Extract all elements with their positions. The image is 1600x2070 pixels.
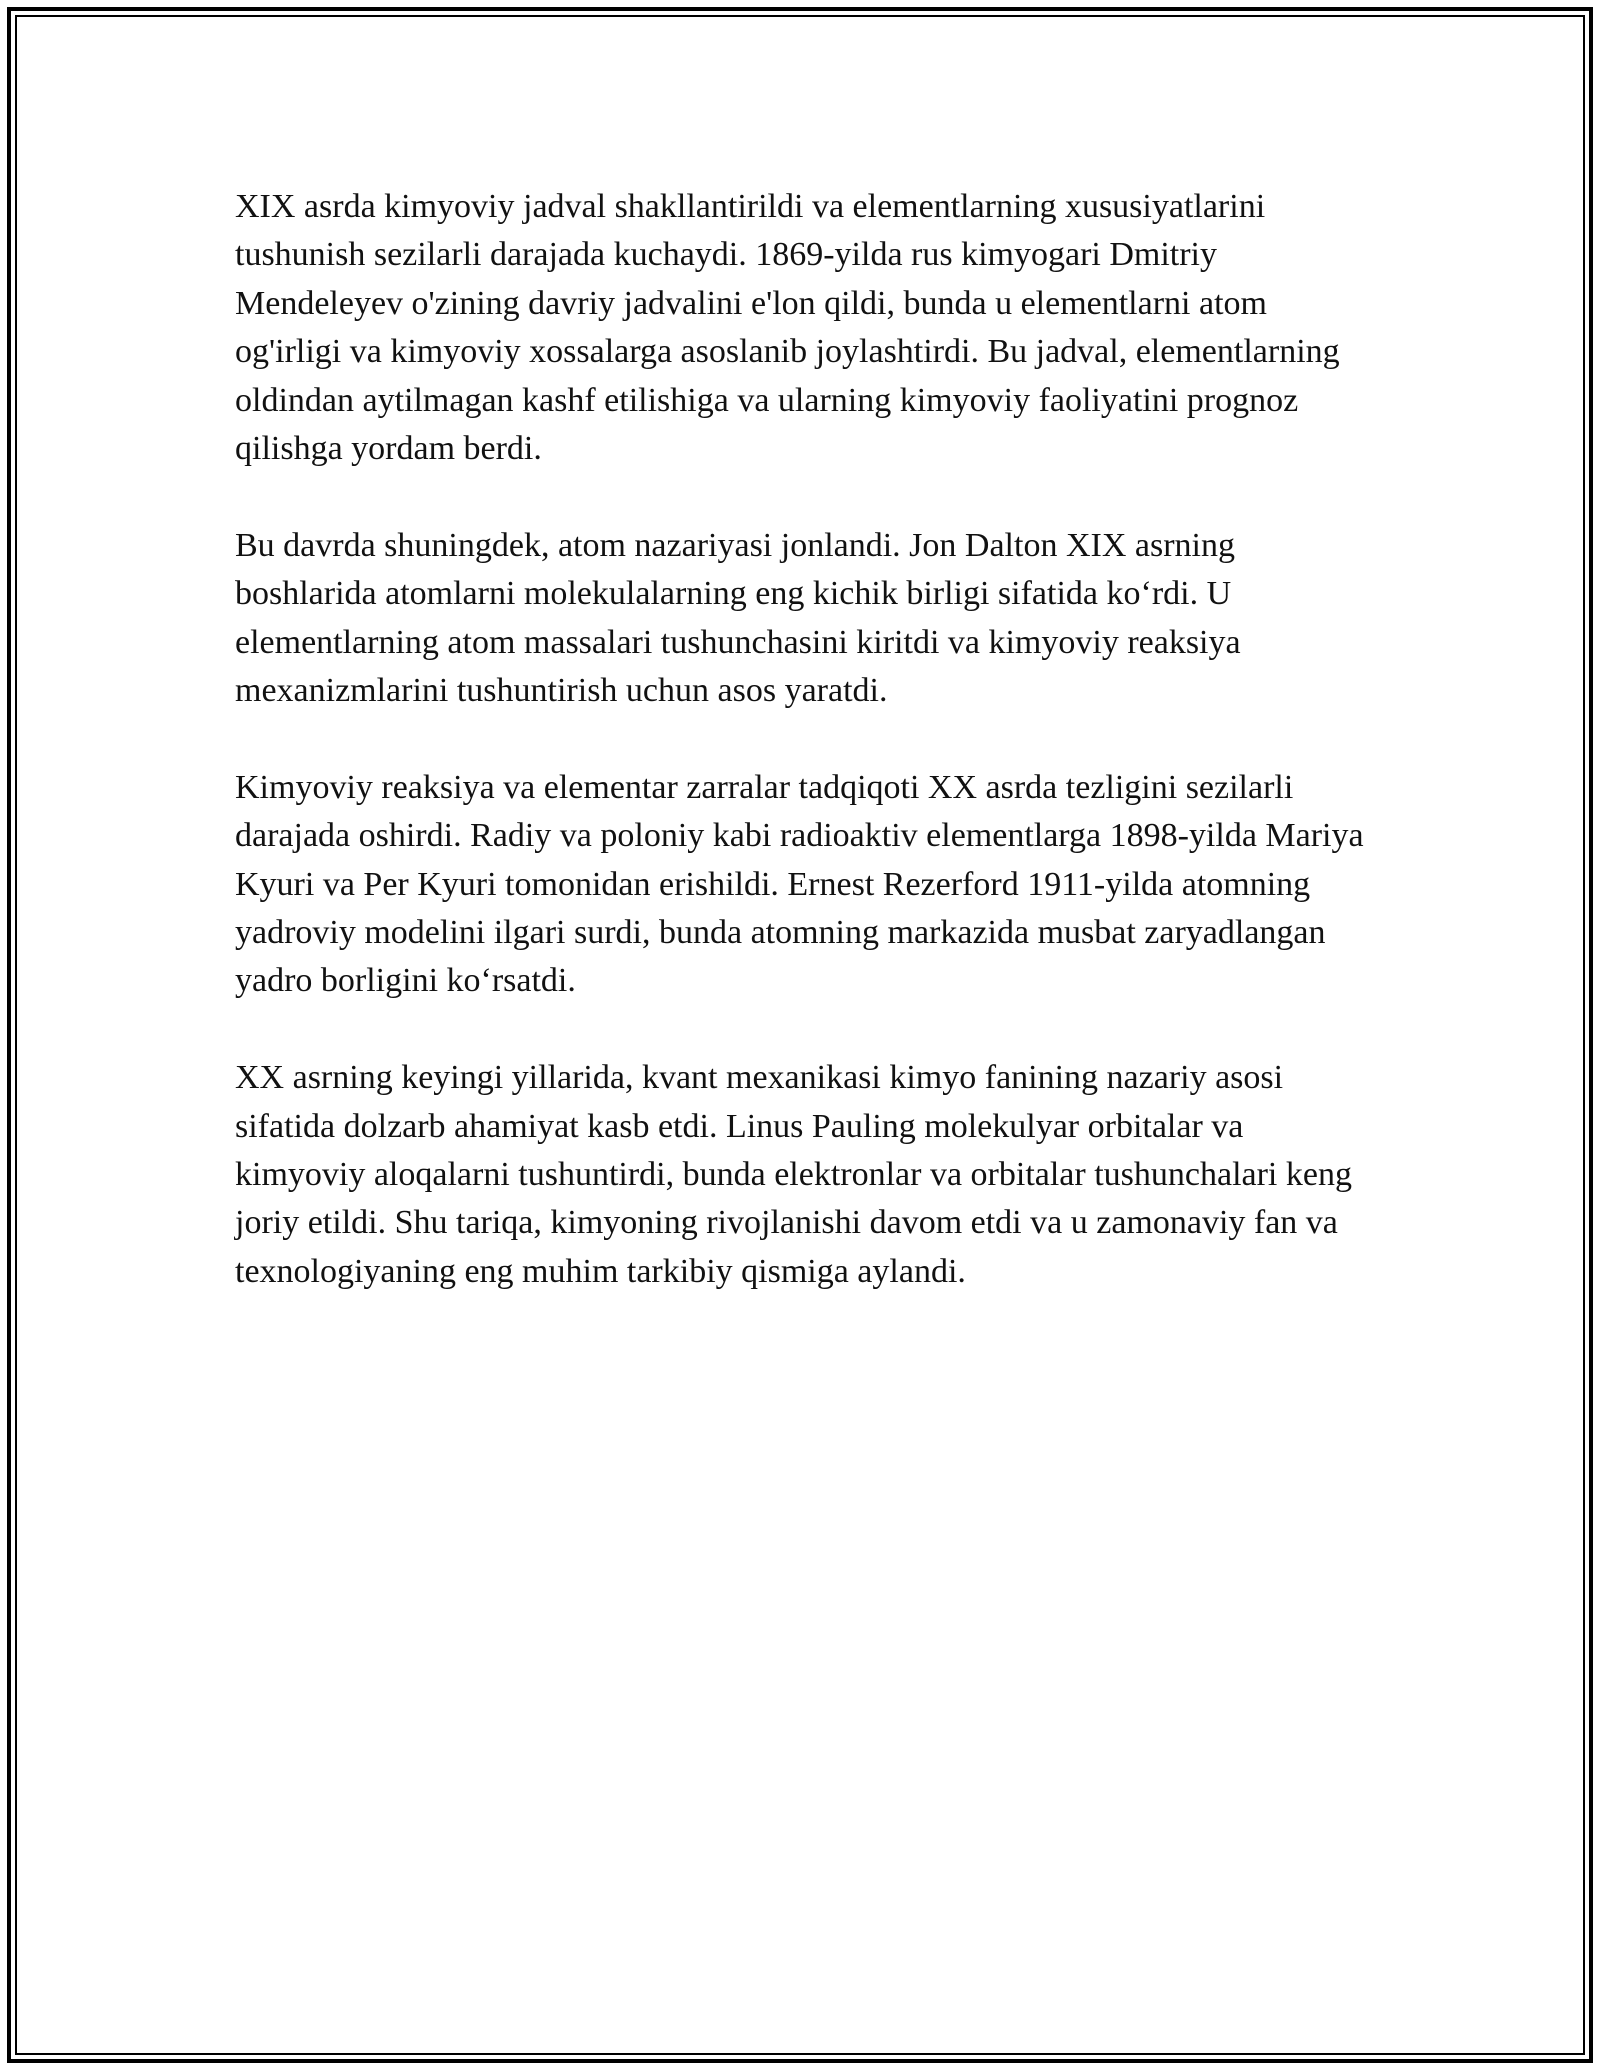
paragraph-4: XX asrning keyingi yillarida, kvant mexanikasi kimyo fanining nazariy asosi sifatida dolzarb ahamiyat kasb etdi. Linus Pauling molekulyar orbitalar va kimyoviy aloqalarni tushuntirdi, bunda elektronlar va orbitalar tushunchalari keng joriy etildi. Shu tariqa, kimyoning rivojlanishi davom etdi va u zamonaviy fan va texnologiyaning eng muhim tarkibiy qismiga aylandi. [235,1059,1352,1290]
paragraph-2: Bu davrda shuningdek, atom nazariyasi jonlandi. Jon Dalton XIX asrning boshlarida atomlarni molekulalarning eng kichik birligi sifatida koʻrdi. U elementlarning atom massalari tushunchasini kiritdi va kimyoviy reaksiya mexanizmlarini tushuntirish uchun asos yaratdi. [235,526,1241,710]
paragraph-1: XIX asrda kimyoviy jadval shakllantirildi va elementlarning xususiyatlarini tushunish sezilarli darajada kuchaydi. 1869-yilda rus kimyogari Dmitriy Mendeleyev o'zining davriy jadvalini e'lon qildi, bunda u elementlarni atom og'irligi va kimyoviy xossalarga asoslanib joylashtirdi. Bu jadval, elementlarning oldindan aytilmagan kashf etilishiga va ularning kimyoviy faoliyatini prognoz qilishga yordam berdi. [235,188,1340,468]
document-body [235,183,1375,1345]
paragraph-3: Kimyoviy reaksiya va elementar zarralar tadqiqoti XX asrda tezligini sezilarli darajada oshirdi. Radiy va poloniy kabi radioaktiv elementlarga 1898-yilda Mariya Kyuri va Per Kyuri tomonidan erishildi. Ernest Rezerford 1911-yilda atomning yadroviy modelini ilgari surdi, bunda atomning markazida musbat zaryadlangan yadro borligini koʻrsatdi. [235,768,1364,1000]
